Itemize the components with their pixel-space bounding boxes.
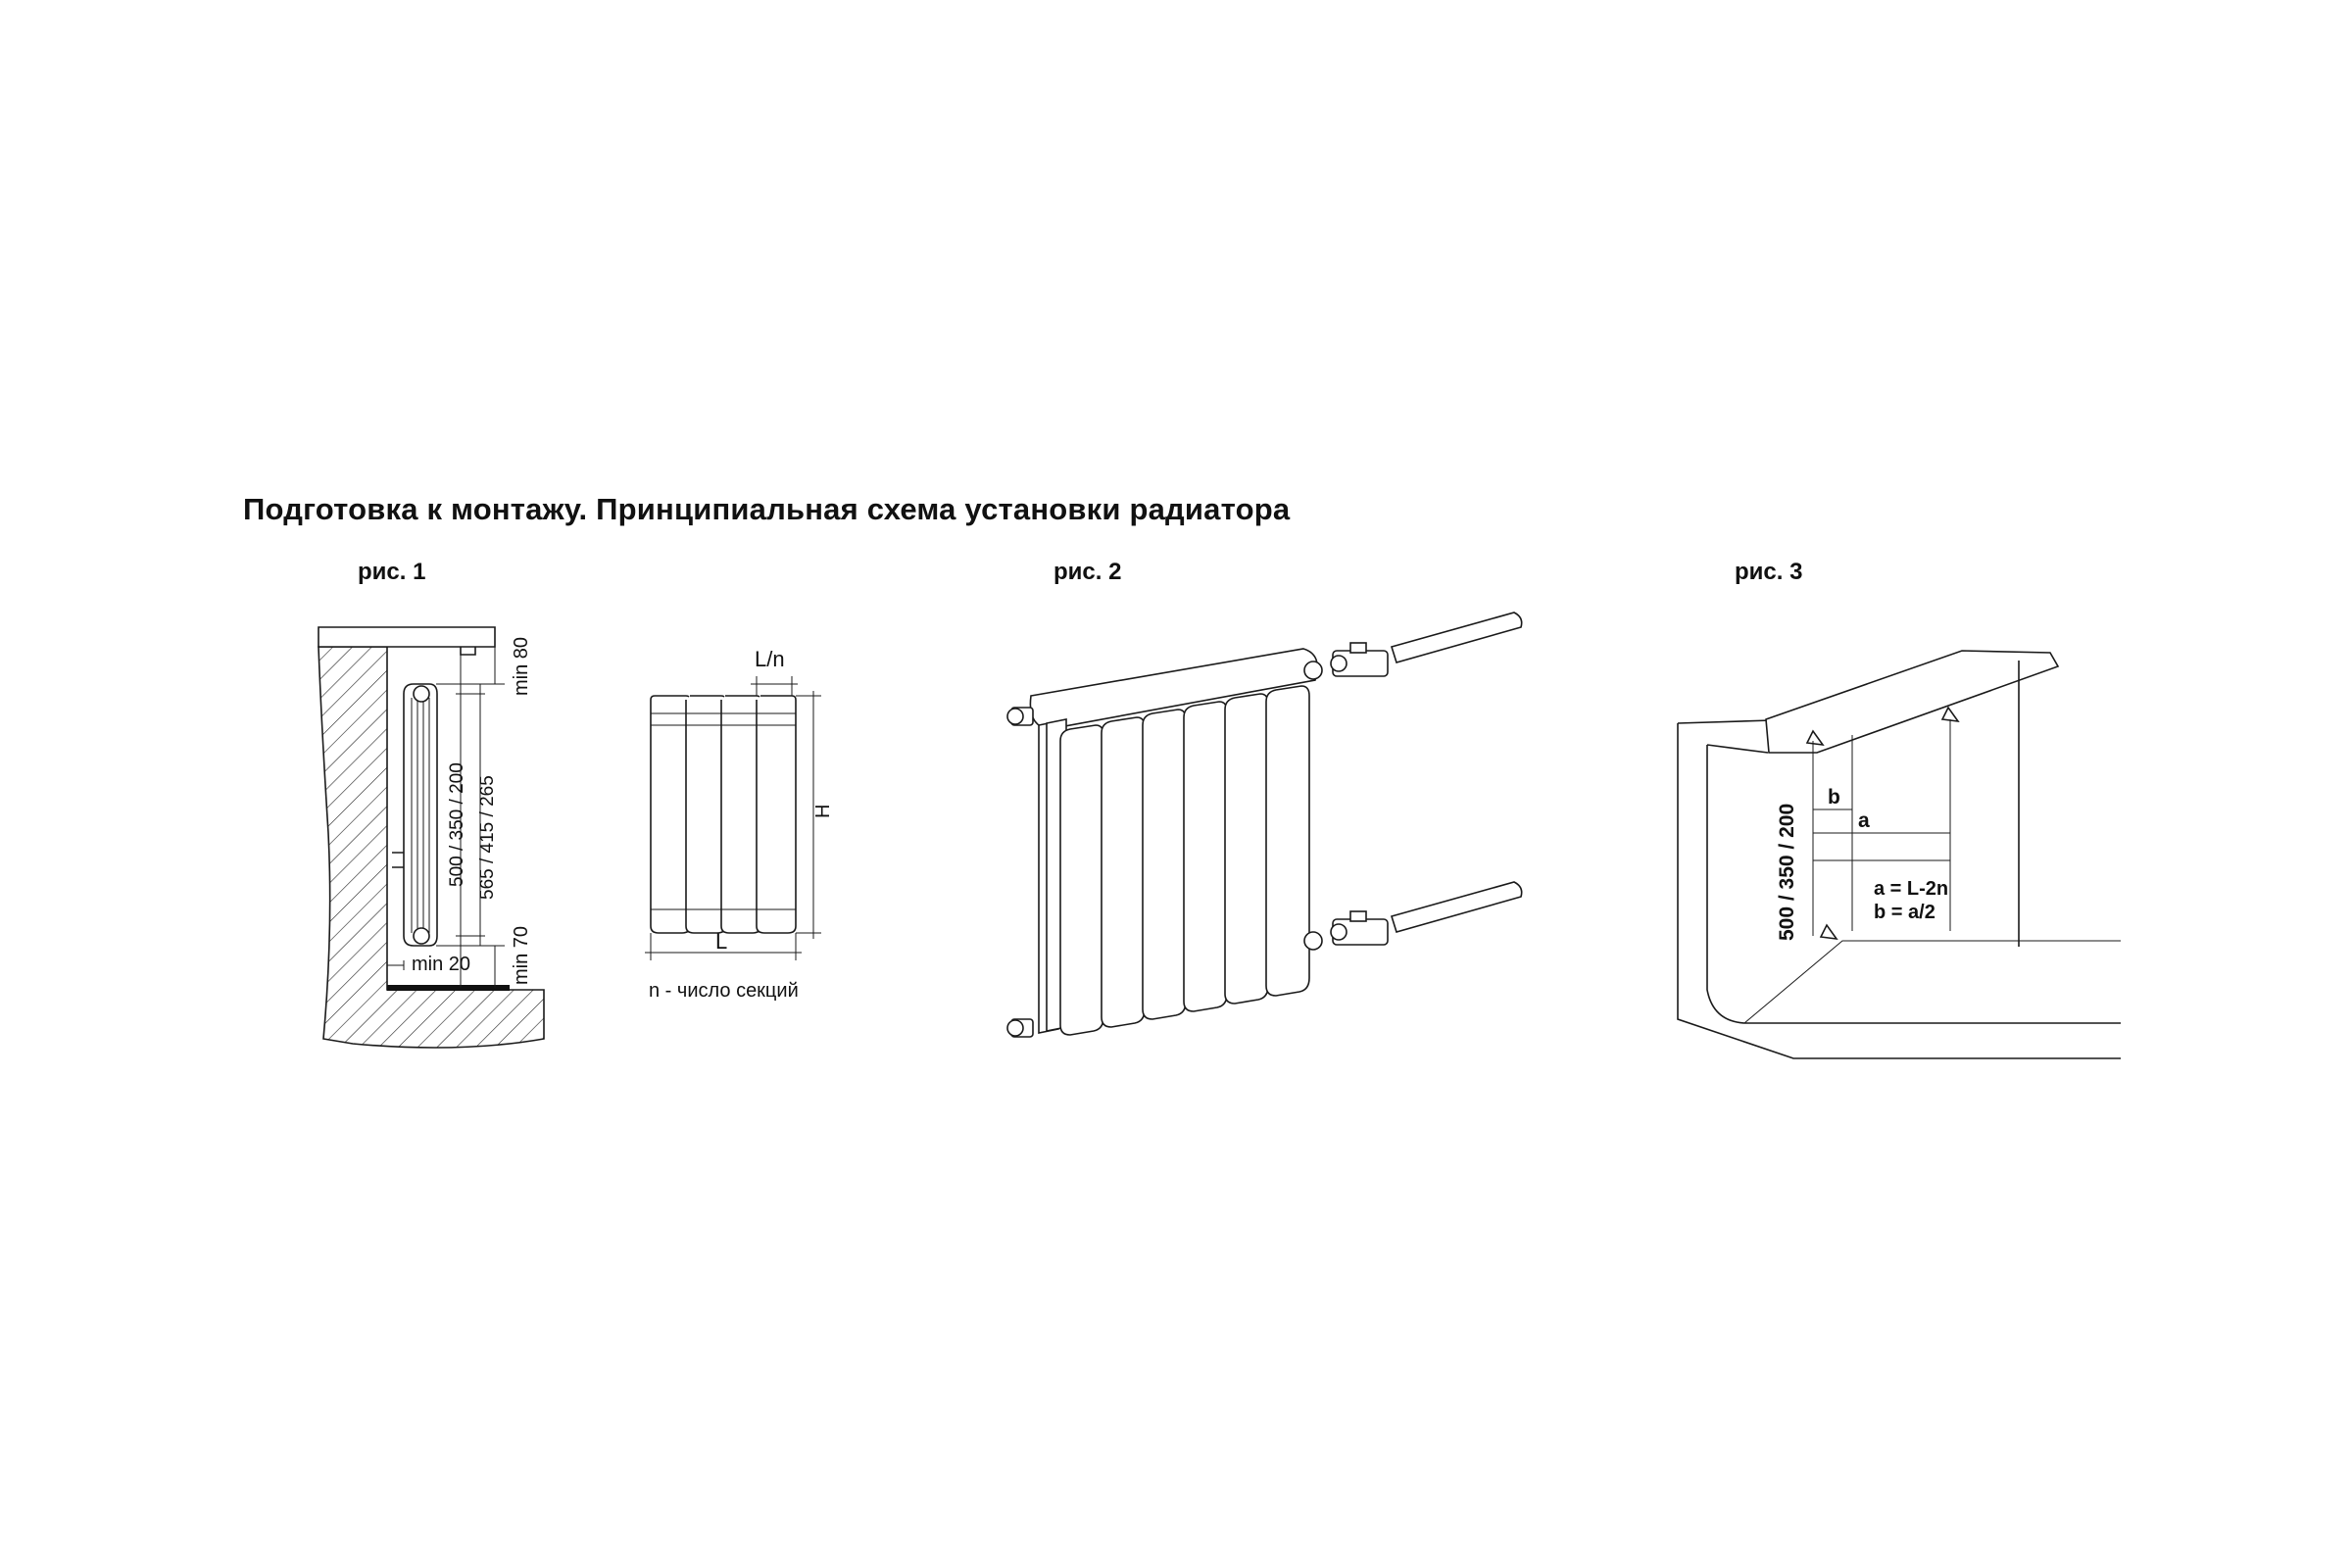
fig1-min-top-label: min 80 [511, 636, 532, 696]
bracket-top-right [1942, 708, 1958, 721]
supply-pipe [1392, 612, 1522, 662]
fig1-legend: n - число секций [649, 980, 799, 1002]
fig1-min-bottom-label: min 70 [511, 925, 532, 985]
fig1-dim-length: L [715, 929, 728, 954]
fig3-caption: рис. 3 [1735, 559, 1803, 585]
fig1-heights-label: 500 / 350 / 200 [447, 762, 467, 887]
fig3-formula-a: a = L-2n [1874, 878, 1949, 900]
plug-bottom-left [1007, 1019, 1033, 1037]
fig1-dim-section: L/n [755, 647, 785, 671]
fig1-front-view [637, 637, 892, 990]
fig3-niche [1666, 637, 2136, 1068]
fig1-dim-height: H [812, 804, 834, 818]
fig1-min-wall-label: min 20 [412, 954, 471, 975]
radiator-sections [1060, 686, 1309, 1035]
return-pipe [1392, 882, 1522, 932]
plug-top-left [1007, 708, 1033, 725]
fig3-formula-b: b = a/2 [1874, 902, 1936, 923]
fig1-heights-total-label: 565 / 415 / 265 [477, 775, 498, 900]
fig1-side-labels [314, 608, 568, 1058]
fig3-heights-label: 500 / 350 / 200 [1776, 803, 1798, 941]
bracket-bottom [1821, 925, 1837, 939]
valve-top [1331, 643, 1388, 676]
fig3-label-b: b [1828, 786, 1840, 808]
fig2-caption: рис. 2 [1054, 559, 1122, 585]
fig3-label-a: a [1858, 809, 1870, 832]
page-title: Подготовка к монтажу. Принципиальная схема установки радиатора [243, 492, 1291, 526]
valve-bottom [1331, 911, 1388, 945]
fig2-radiator [980, 598, 1539, 1058]
fig1-caption: рис. 1 [358, 559, 426, 585]
